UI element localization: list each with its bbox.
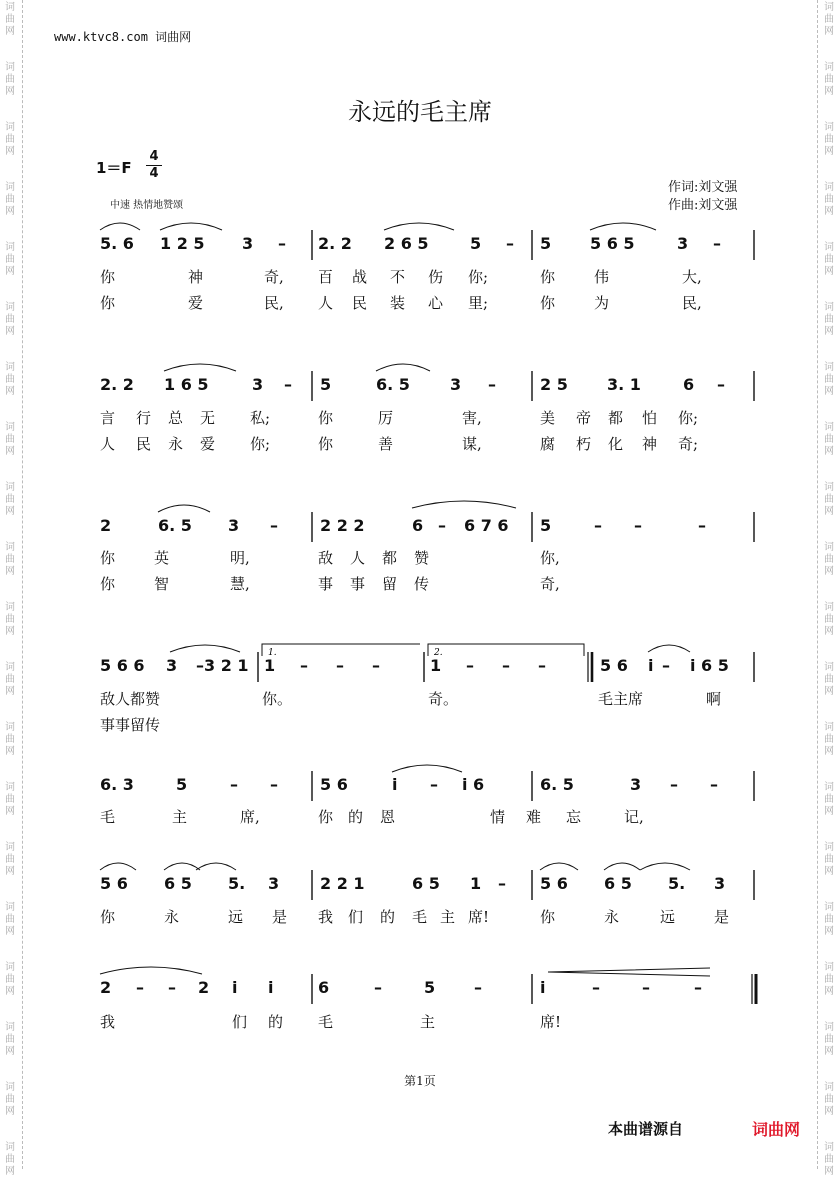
lyric-syllable: 大, <box>682 268 702 286</box>
watermark-text: 词 曲 网 <box>5 302 15 337</box>
lyric-syllable: 你。 <box>262 690 293 708</box>
time-signature-bottom: 4 <box>149 166 159 181</box>
watermark-text: 词 曲 网 <box>5 2 15 37</box>
lyric-syllable: 害, <box>462 409 482 427</box>
dash-note: – <box>642 978 650 997</box>
watermark-text: 词 曲 网 <box>824 962 834 997</box>
watermark-text: 词 曲 网 <box>5 422 15 457</box>
watermark-text: 词 曲 网 <box>824 1142 834 1177</box>
note-group: 6. 5 <box>376 375 410 394</box>
dash-note: – <box>498 874 506 893</box>
lyric-syllable: 远 <box>228 908 244 926</box>
note-group: 3 <box>268 874 280 893</box>
lyric-syllable: 人 <box>350 549 366 567</box>
lyric-syllable-verse2: 装 <box>390 294 406 312</box>
lyric-syllable: 恩 <box>380 808 396 826</box>
lyric-syllable: 你 <box>100 549 116 567</box>
lyric-syllable: 言 <box>100 409 116 427</box>
lyric-syllable: 百 <box>318 268 334 286</box>
watermark-text: 词 曲 网 <box>824 542 834 577</box>
dash-note: – <box>698 516 706 535</box>
note-group: 5 <box>176 775 188 794</box>
dash-note: – <box>438 516 446 535</box>
slur <box>384 223 454 230</box>
note-group: i 6 5 <box>690 656 729 675</box>
slur <box>590 223 656 230</box>
note-group: i <box>392 775 398 794</box>
lyric-syllable-verse2: 神 <box>642 435 658 453</box>
lyric-syllable-verse2: 善 <box>378 435 394 453</box>
lyric-syllable: 主 <box>172 808 188 826</box>
dash-note: – <box>717 375 725 394</box>
lyric-syllable-verse2: 心 <box>428 294 444 312</box>
lyric-syllable: 美 <box>540 409 556 427</box>
slur <box>100 223 140 230</box>
watermark-text: 词 曲 网 <box>824 1022 834 1057</box>
lyric-syllable-verse2: 民, <box>682 294 702 312</box>
note-group: 5 6 <box>540 874 568 893</box>
lyric-syllable: 永 <box>604 908 620 926</box>
lyric-syllable: 主 <box>420 1013 436 1031</box>
volta-bracket-1 <box>262 644 420 656</box>
lyric-syllable: 敌人都赞 <box>100 690 161 708</box>
key-signature: 1＝F <box>96 159 132 177</box>
dash-note: – <box>136 978 144 997</box>
source-label: 本曲谱源自 <box>608 1120 684 1138</box>
lyric-syllable: 厉 <box>378 409 394 427</box>
source-brand[interactable]: 词曲网 <box>752 1120 801 1139</box>
note-group: 6 5 <box>604 874 632 893</box>
watermark-text: 词 曲 网 <box>824 722 834 757</box>
lyric-syllable-verse2: 智 <box>154 575 170 593</box>
lyric-syllable: 的 <box>348 808 364 826</box>
watermark-text: 词 曲 网 <box>5 542 15 577</box>
lyric-syllable-verse2: 你 <box>100 294 116 312</box>
lyric-syllable: 啊 <box>706 690 722 708</box>
watermark-text: 词 曲 网 <box>824 602 834 637</box>
lyric-syllable: 奇。 <box>428 690 459 708</box>
lyric-syllable: 我 <box>100 1013 116 1031</box>
lyric-syllable: 毛 <box>100 808 116 826</box>
dash-note: – <box>196 656 204 675</box>
lyric-syllable-verse2: 奇, <box>540 575 560 593</box>
dash-note: – <box>670 775 678 794</box>
lyric-syllable-verse2: 慧, <box>230 575 250 593</box>
note-group: 1 <box>264 656 276 675</box>
note-group: 5 6 5 <box>590 234 635 253</box>
watermark-text: 词 曲 网 <box>5 902 15 937</box>
song-title: 永远的毛主席 <box>348 98 492 126</box>
lyric-syllable: 私; <box>250 409 271 427</box>
lyric-syllable: 你, <box>540 549 560 567</box>
note-group: 6 5 <box>412 874 440 893</box>
note-group: i <box>648 656 654 675</box>
lyric-syllable-verse2: 谋, <box>462 435 482 453</box>
slur <box>170 645 240 652</box>
dash-note: – <box>710 775 718 794</box>
lyric-syllable: 都 <box>608 409 624 427</box>
note-group: 6 <box>412 516 424 535</box>
watermark-text: 词 曲 网 <box>5 842 15 877</box>
slur <box>640 863 690 870</box>
volta-number: 2. <box>434 648 443 658</box>
watermark-text: 词 曲 网 <box>5 782 15 817</box>
volta-number: 1. <box>268 648 277 658</box>
lyric-syllable-verse2: 民 <box>136 435 152 453</box>
note-group: 5 <box>470 234 482 253</box>
lyric-syllable: 席, <box>240 808 260 826</box>
lyric-syllable: 情 <box>490 808 506 826</box>
note-group: 2 2 2 <box>320 516 365 535</box>
watermark-text: 词 曲 网 <box>824 422 834 457</box>
lyric-syllable: 难 <box>526 808 542 826</box>
watermark-text: 词 曲 网 <box>5 362 15 397</box>
note-group: 5 6 6 <box>100 656 145 675</box>
lyric-syllable-verse2: 留 <box>382 575 398 593</box>
lyric-syllable-verse2: 人 <box>100 435 116 453</box>
note-group: 1 <box>430 656 442 675</box>
lyric-syllable: 你 <box>318 409 334 427</box>
note-group: 5 <box>540 516 552 535</box>
lyric-syllable-verse2: 传 <box>414 575 430 593</box>
note-group: 3 <box>714 874 726 893</box>
note-group: 3 2 1 <box>204 656 249 675</box>
watermark-text: 词 曲 网 <box>5 242 15 277</box>
lyric-syllable-verse2: 爱 <box>188 294 204 312</box>
lyric-syllable: 英 <box>154 549 170 567</box>
lyric-syllable: 远 <box>660 908 676 926</box>
watermark-text: 词 曲 网 <box>824 362 834 397</box>
watermark-text: 词 曲 网 <box>5 62 15 97</box>
lyric-syllable-verse2: 民 <box>352 294 368 312</box>
lyric-syllable: 赞 <box>414 549 430 567</box>
note-group: 5 <box>540 234 552 253</box>
note-group: 3 <box>677 234 689 253</box>
lyric-syllable: 是 <box>272 908 288 926</box>
slur <box>100 863 136 870</box>
lyric-syllable: 我 <box>318 908 334 926</box>
note-group: 2 <box>100 516 112 535</box>
lyric-syllable: 记, <box>624 808 644 826</box>
lyric-syllable: 你 <box>100 908 116 926</box>
lyric-syllable: 你 <box>318 808 334 826</box>
note-group: 3 <box>242 234 254 253</box>
watermark-text: 词 曲 网 <box>824 482 834 517</box>
watermark-text: 词 曲 网 <box>824 182 834 217</box>
note-group: 5 6 <box>600 656 628 675</box>
note-group: 3 <box>252 375 264 394</box>
lyric-syllable: 毛主席 <box>598 690 644 708</box>
watermark-text: 词 曲 网 <box>5 1082 15 1117</box>
slur <box>164 364 236 371</box>
dash-note: – <box>488 375 496 394</box>
lyric-syllable: 的 <box>380 908 396 926</box>
note-group: i <box>268 978 274 997</box>
note-group: 2 <box>198 978 210 997</box>
lyric-syllable: 忘 <box>566 808 582 826</box>
dash-note: – <box>502 656 510 675</box>
lyric-syllable-verse2: 人 <box>318 294 334 312</box>
note-group: 5 <box>424 978 436 997</box>
note-group: 2 5 <box>540 375 568 394</box>
watermark-text: 词 曲 网 <box>5 722 15 757</box>
note-group: 3 <box>166 656 178 675</box>
lyric-syllable: 席! <box>540 1013 562 1031</box>
lyric-syllable: 敌 <box>318 549 334 567</box>
dash-note: – <box>538 656 546 675</box>
lyric-syllable: 总 <box>168 409 184 427</box>
note-group: 5. <box>228 874 246 893</box>
slur <box>604 863 640 870</box>
lyric-syllable: 主 <box>440 908 456 926</box>
slur <box>164 863 200 870</box>
note-group: 3 <box>450 375 462 394</box>
dash-note: – <box>168 978 176 997</box>
lyric-syllable-verse2: 朽 <box>576 435 592 453</box>
watermark-text: 词 曲 网 <box>824 782 834 817</box>
dash-note: – <box>466 656 474 675</box>
lyric-syllable: 是 <box>714 908 730 926</box>
dash-note: – <box>278 234 286 253</box>
lyric-syllable-verse2: 永 <box>168 435 184 453</box>
lyric-syllable: 们 <box>348 908 364 926</box>
lyric-syllable: 毛 <box>412 908 428 926</box>
watermark-text: 词 曲 网 <box>824 662 834 697</box>
watermark-text: 词 曲 网 <box>824 1082 834 1117</box>
lyric-syllable: 你 <box>100 268 116 286</box>
note-group: 5 <box>320 375 332 394</box>
note-group: 5 6 <box>320 775 348 794</box>
dash-note: – <box>634 516 642 535</box>
lyric-syllable: 伤 <box>428 268 444 286</box>
dash-note: – <box>230 775 238 794</box>
note-group: 1 <box>470 874 482 893</box>
note-group: 3 <box>228 516 240 535</box>
lyric-syllable: 神 <box>188 268 204 286</box>
watermark-text: 词 曲 网 <box>5 1022 15 1057</box>
note-group: 6 <box>318 978 330 997</box>
dash-note: – <box>270 516 278 535</box>
note-group: 6 7 6 <box>464 516 509 535</box>
slur <box>160 223 222 230</box>
note-group: 5. 6 <box>100 234 134 253</box>
slur <box>196 863 236 870</box>
watermark-text: 词 曲 网 <box>5 182 15 217</box>
dash-note: – <box>694 978 702 997</box>
lyric-syllable-verse2: 事 <box>318 575 334 593</box>
watermark-text: 词 曲 网 <box>5 662 15 697</box>
lyric-syllable: 都 <box>382 549 398 567</box>
note-group: i <box>232 978 238 997</box>
watermark-text: 词 曲 网 <box>824 2 834 37</box>
dash-note: – <box>372 656 380 675</box>
watermark-text: 词 曲 网 <box>824 302 834 337</box>
watermark-text: 词 曲 网 <box>5 122 15 157</box>
lyric-syllable: 你 <box>540 908 556 926</box>
composer-credit: 作曲:刘文强 <box>668 198 738 213</box>
lyricist-credit: 作词:刘文强 <box>668 180 738 195</box>
dash-note: – <box>506 234 514 253</box>
dash-note: – <box>336 656 344 675</box>
lyric-syllable: 席! <box>468 908 490 926</box>
lyric-syllable-verse2: 化 <box>608 435 624 453</box>
dash-note: – <box>430 775 438 794</box>
lyric-syllable-verse2: 腐 <box>540 435 556 453</box>
slur <box>376 364 430 371</box>
lyric-syllable-verse2: 你 <box>540 294 556 312</box>
dash-note: – <box>594 516 602 535</box>
note-group: 3 <box>630 775 642 794</box>
dash-note: – <box>374 978 382 997</box>
note-group: 2 <box>100 978 112 997</box>
lyric-syllable-verse2: 事 <box>350 575 366 593</box>
lyric-syllable: 战 <box>352 268 368 286</box>
note-group: 5. <box>668 874 686 893</box>
note-group: 1 6 5 <box>164 375 209 394</box>
lyric-syllable: 无 <box>200 409 216 427</box>
note-group: 2. 2 <box>318 234 352 253</box>
dash-note: – <box>592 978 600 997</box>
note-group: 1 2 5 <box>160 234 205 253</box>
note-group: 6 5 <box>164 874 192 893</box>
lyric-syllable: 怕 <box>642 409 658 427</box>
note-group: 2 2 1 <box>320 874 365 893</box>
lyric-syllable-verse2: 事事留传 <box>100 716 161 734</box>
note-group: i <box>540 978 546 997</box>
dash-note: – <box>713 234 721 253</box>
slur <box>412 501 516 508</box>
watermark-text: 词 曲 网 <box>5 482 15 517</box>
lyric-syllable-verse2: 里; <box>468 294 489 312</box>
page-number: 第1页 <box>404 1074 436 1088</box>
time-signature-top: 4 <box>149 149 159 164</box>
watermark-text: 词 曲 网 <box>5 962 15 997</box>
lyric-syllable: 行 <box>136 409 152 427</box>
lyric-syllable: 伟 <box>594 268 610 286</box>
slur <box>100 967 202 974</box>
lyric-syllable: 你 <box>540 268 556 286</box>
note-group: 5 6 <box>100 874 128 893</box>
lyric-syllable-verse2: 奇; <box>678 435 699 453</box>
note-group: 6. 5 <box>158 516 192 535</box>
watermark-text: 词 曲 网 <box>5 1142 15 1177</box>
lyric-syllable: 你; <box>678 409 699 427</box>
lyric-syllable: 们 <box>232 1013 248 1031</box>
lyric-syllable-verse2: 你 <box>100 575 116 593</box>
site-url[interactable]: www.ktvc8.com 词曲网 <box>54 30 192 44</box>
watermark-text: 词 曲 网 <box>824 62 834 97</box>
note-group: 3. 1 <box>607 375 641 394</box>
lyric-syllable: 帝 <box>576 409 592 427</box>
lyric-syllable-verse2: 为 <box>594 294 610 312</box>
slur <box>158 505 210 512</box>
tempo-marking: 中速 热情地赞颂 <box>110 200 184 211</box>
lyric-syllable: 奇, <box>264 268 284 286</box>
lyric-syllable-verse2: 爱 <box>200 435 216 453</box>
lyric-syllable-verse2: 你; <box>250 435 271 453</box>
slur <box>392 765 462 772</box>
volta-bracket-2 <box>428 644 584 656</box>
watermark-text: 词 曲 网 <box>5 602 15 637</box>
lyric-syllable: 的 <box>268 1013 284 1031</box>
slur <box>648 645 690 652</box>
slur <box>540 863 578 870</box>
note-group: 6. 5 <box>540 775 574 794</box>
watermark-text: 词 曲 网 <box>824 242 834 277</box>
dash-note: – <box>662 656 670 675</box>
lyric-syllable: 毛 <box>318 1013 334 1031</box>
note-group: 2. 2 <box>100 375 134 394</box>
dash-note: – <box>300 656 308 675</box>
lyric-syllable: 你; <box>468 268 489 286</box>
lyric-syllable-verse2: 你 <box>318 435 334 453</box>
watermark-text: 词 曲 网 <box>824 122 834 157</box>
dash-note: – <box>284 375 292 394</box>
watermark-text: 词 曲 网 <box>824 902 834 937</box>
lyric-syllable-verse2: 民, <box>264 294 284 312</box>
dash-note: – <box>270 775 278 794</box>
lyric-syllable: 永 <box>164 908 180 926</box>
watermark-text: 词 曲 网 <box>824 842 834 877</box>
lyric-syllable: 明, <box>230 549 250 567</box>
crescendo-hairpin <box>548 968 710 976</box>
note-group: 6 <box>683 375 695 394</box>
note-group: 2 6 5 <box>384 234 429 253</box>
dash-note: – <box>474 978 482 997</box>
note-group: i 6 <box>462 775 485 794</box>
note-group: 6. 3 <box>100 775 134 794</box>
lyric-syllable: 不 <box>390 268 406 286</box>
